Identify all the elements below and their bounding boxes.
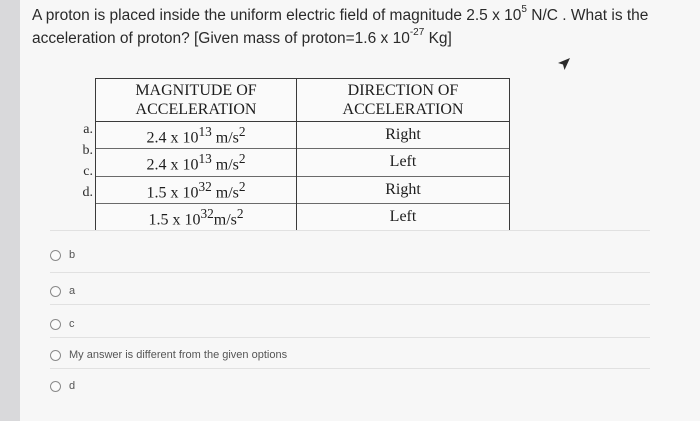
direction-cell: Right xyxy=(297,122,510,149)
divider xyxy=(50,304,650,305)
question-part-2: N/C . What is the acceleration of proton? [Given mass of proton=1.6 x 10 xyxy=(32,7,649,47)
magnitude-unit: m/s xyxy=(211,129,239,147)
direction-cell: Left xyxy=(297,149,510,176)
magnitude-cell xyxy=(96,203,297,230)
row-letters xyxy=(65,119,93,203)
direction-cell: Right xyxy=(297,176,510,203)
magnitude-unit: m/s xyxy=(211,156,239,174)
question-exponent-2: -27 xyxy=(409,26,425,38)
table-row xyxy=(96,203,510,230)
question-part-3: Kg] xyxy=(424,30,452,47)
magnitude-exponent: 13 xyxy=(198,151,212,167)
divider xyxy=(50,272,650,273)
option-label: My answer is different from the given options xyxy=(69,349,288,361)
left-edge-strip xyxy=(0,0,20,421)
magnitude-base: 1.5 x 10 xyxy=(146,183,199,201)
mouse-cursor-icon xyxy=(557,57,571,71)
unit-exponent: 2 xyxy=(236,205,244,221)
option-b[interactable] xyxy=(50,247,75,263)
answer-table xyxy=(95,78,510,231)
unit-exponent: 2 xyxy=(238,151,246,167)
option-a[interactable] xyxy=(50,283,75,299)
magnitude-cell xyxy=(96,176,297,203)
option-different[interactable] xyxy=(50,347,287,363)
header-magnitude: MAGNITUDE OF ACCELERATION xyxy=(96,79,297,122)
radio-button[interactable] xyxy=(50,286,61,297)
answer-table-image xyxy=(65,78,515,229)
option-label: d xyxy=(69,380,76,392)
magnitude-cell xyxy=(96,149,297,176)
magnitude-unit: m/s xyxy=(211,183,239,201)
table-row xyxy=(96,176,510,203)
magnitude-base: 1.5 x 10 xyxy=(148,211,201,229)
option-d[interactable] xyxy=(50,378,75,394)
magnitude-exponent: 13 xyxy=(198,124,212,139)
magnitude-exponent: 32 xyxy=(200,205,214,221)
magnitude-exponent: 32 xyxy=(198,178,212,194)
unit-exponent: 2 xyxy=(238,124,246,139)
magnitude-base: 2.4 x 10 xyxy=(146,129,199,147)
divider xyxy=(50,368,650,369)
question-part-1: A proton is placed inside the uniform electric field of magnitude 2.5 x 10 xyxy=(32,7,522,24)
radio-button[interactable] xyxy=(50,319,61,330)
row-letter-d: d. xyxy=(82,185,93,200)
divider xyxy=(50,230,650,231)
question-exponent-1: 5 xyxy=(521,3,527,15)
option-label: c xyxy=(69,318,75,330)
table-row xyxy=(96,149,510,176)
row-letter-a: a. xyxy=(83,122,93,137)
direction-cell: Left xyxy=(297,203,510,230)
unit-exponent: 2 xyxy=(238,178,246,194)
row-letter-b: b. xyxy=(82,143,93,158)
radio-button[interactable] xyxy=(50,381,61,392)
radio-button[interactable] xyxy=(50,350,61,361)
option-label: a xyxy=(69,285,76,297)
magnitude-unit: m/s xyxy=(213,211,237,229)
magnitude-base: 2.4 x 10 xyxy=(146,156,199,174)
option-label: b xyxy=(69,249,76,261)
magnitude-cell xyxy=(96,122,297,149)
radio-button[interactable] xyxy=(50,250,61,261)
table-header-row xyxy=(96,79,510,122)
question-text xyxy=(32,4,672,50)
divider xyxy=(50,337,650,338)
option-c[interactable] xyxy=(50,316,75,332)
row-letter-c: c. xyxy=(83,164,93,179)
table-row xyxy=(96,122,510,149)
header-direction: DIRECTION OF ACCELERATION xyxy=(297,79,510,122)
